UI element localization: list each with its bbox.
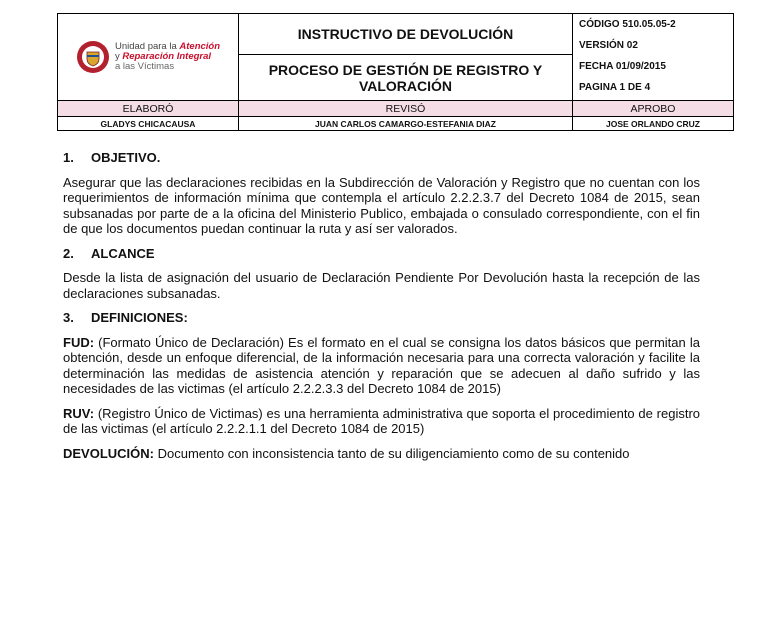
section-number: 3. [63, 310, 74, 325]
process-title-line1: PROCESO DE GESTIÓN DE REGISTRO Y [268, 61, 543, 78]
logo-text-line3: a las Víctimas [114, 61, 175, 72]
version-label: VERSIÓN 02 [579, 40, 638, 51]
unidad-victimas-logo [58, 40, 238, 74]
codigo-label: CÓDIGO 510.05.05-2 [579, 19, 676, 30]
section-title: ALCANCE [91, 245, 155, 261]
process-title-line2: VALORACIÓN [358, 77, 453, 94]
definition-ruv [63, 406, 700, 437]
elaboro-name: GLADYS CHICACAUSA [58, 117, 239, 131]
section-number: 1. [63, 150, 74, 165]
fecha-label: FECHA 01/09/2015 [579, 61, 666, 72]
logo-text-line1: Unidad para la [114, 41, 177, 52]
coat-of-arms-icon [76, 40, 110, 74]
document-body [63, 150, 700, 470]
section-number: 2. [63, 245, 74, 261]
document-type-title: INSTRUCTIVO DE DEVOLUCIÓN [239, 14, 573, 55]
document-header-table [57, 13, 734, 131]
process-title [239, 55, 573, 101]
reviso-header: REVISÓ [239, 101, 573, 117]
definition-term: RUV: [63, 405, 95, 421]
section-definiciones-heading [63, 310, 700, 326]
definition-fud [63, 335, 700, 397]
reviso-name: JUAN CARLOS CAMARGO-ESTEFANIA DIAZ [239, 117, 573, 131]
logo-cell [58, 14, 239, 101]
definition-devolucion [63, 446, 700, 462]
document-metadata [573, 14, 734, 101]
aprobo-name: JOSE ORLANDO CRUZ [573, 117, 734, 131]
definition-term: DEVOLUCIÓN: [63, 445, 154, 461]
section-alcance-heading [63, 246, 700, 262]
pagina-label: PAGINA 1 DE 4 [579, 82, 651, 93]
section-objetivo-heading [63, 150, 700, 166]
aprobo-header: APROBO [573, 101, 734, 117]
definition-text: (Registro Único de Victimas) es una herramienta administrativa que soporta el procedimiento de registro de las victimas (el artículo 2.2.2.1.1 del Decreto 1084 de 2015) [63, 405, 700, 436]
logo-text-reparacion: Reparación Integral [122, 51, 212, 62]
logo-text-y: y [114, 51, 120, 62]
alcance-paragraph: Desde la lista de asignación del usuario de Declaración Pendiente Por Devolución hasta la recepción de las declaraciones subsanadas. [63, 270, 700, 301]
definition-term: FUD: [63, 334, 95, 350]
objetivo-paragraph: Asegurar que las declaraciones recibidas en la Subdirección de Valoración y Registro que no cuentan con los requerimientos de información mínima que contempla el artículo 2.2.2.3.7 del Decreto 1084 de 2015, sean subsanadas por parte de a la oficina del Ministerio Publico, embajada o consulado correspondiente, con el fin de que los documentos puedan continuar la ruta y así ser valorados. [63, 174, 700, 236]
section-title: OBJETIVO. [91, 150, 161, 165]
elaboro-header: ELABORÓ [58, 101, 239, 117]
section-title: DEFINICIONES: [91, 310, 188, 325]
definition-text: Documento con inconsistencia tanto de su diligenciamiento como de su contenido [154, 445, 630, 461]
logo-text-atencion: Atención [179, 41, 221, 52]
definition-text: (Formato Único de Declaración) Es el formato en el cual se consigna los datos básicos que permitan la obtención, desde un enfoque diferencial, de la información necesaria para una correcta valoración y facilite la determinación las medidas de asistencia atención y reparación que se adecuen al daño sufrido y las necesidades de las victimas (el artículo 2.2.2.3.3 del Decreto 1084 de 2015) [63, 334, 700, 396]
